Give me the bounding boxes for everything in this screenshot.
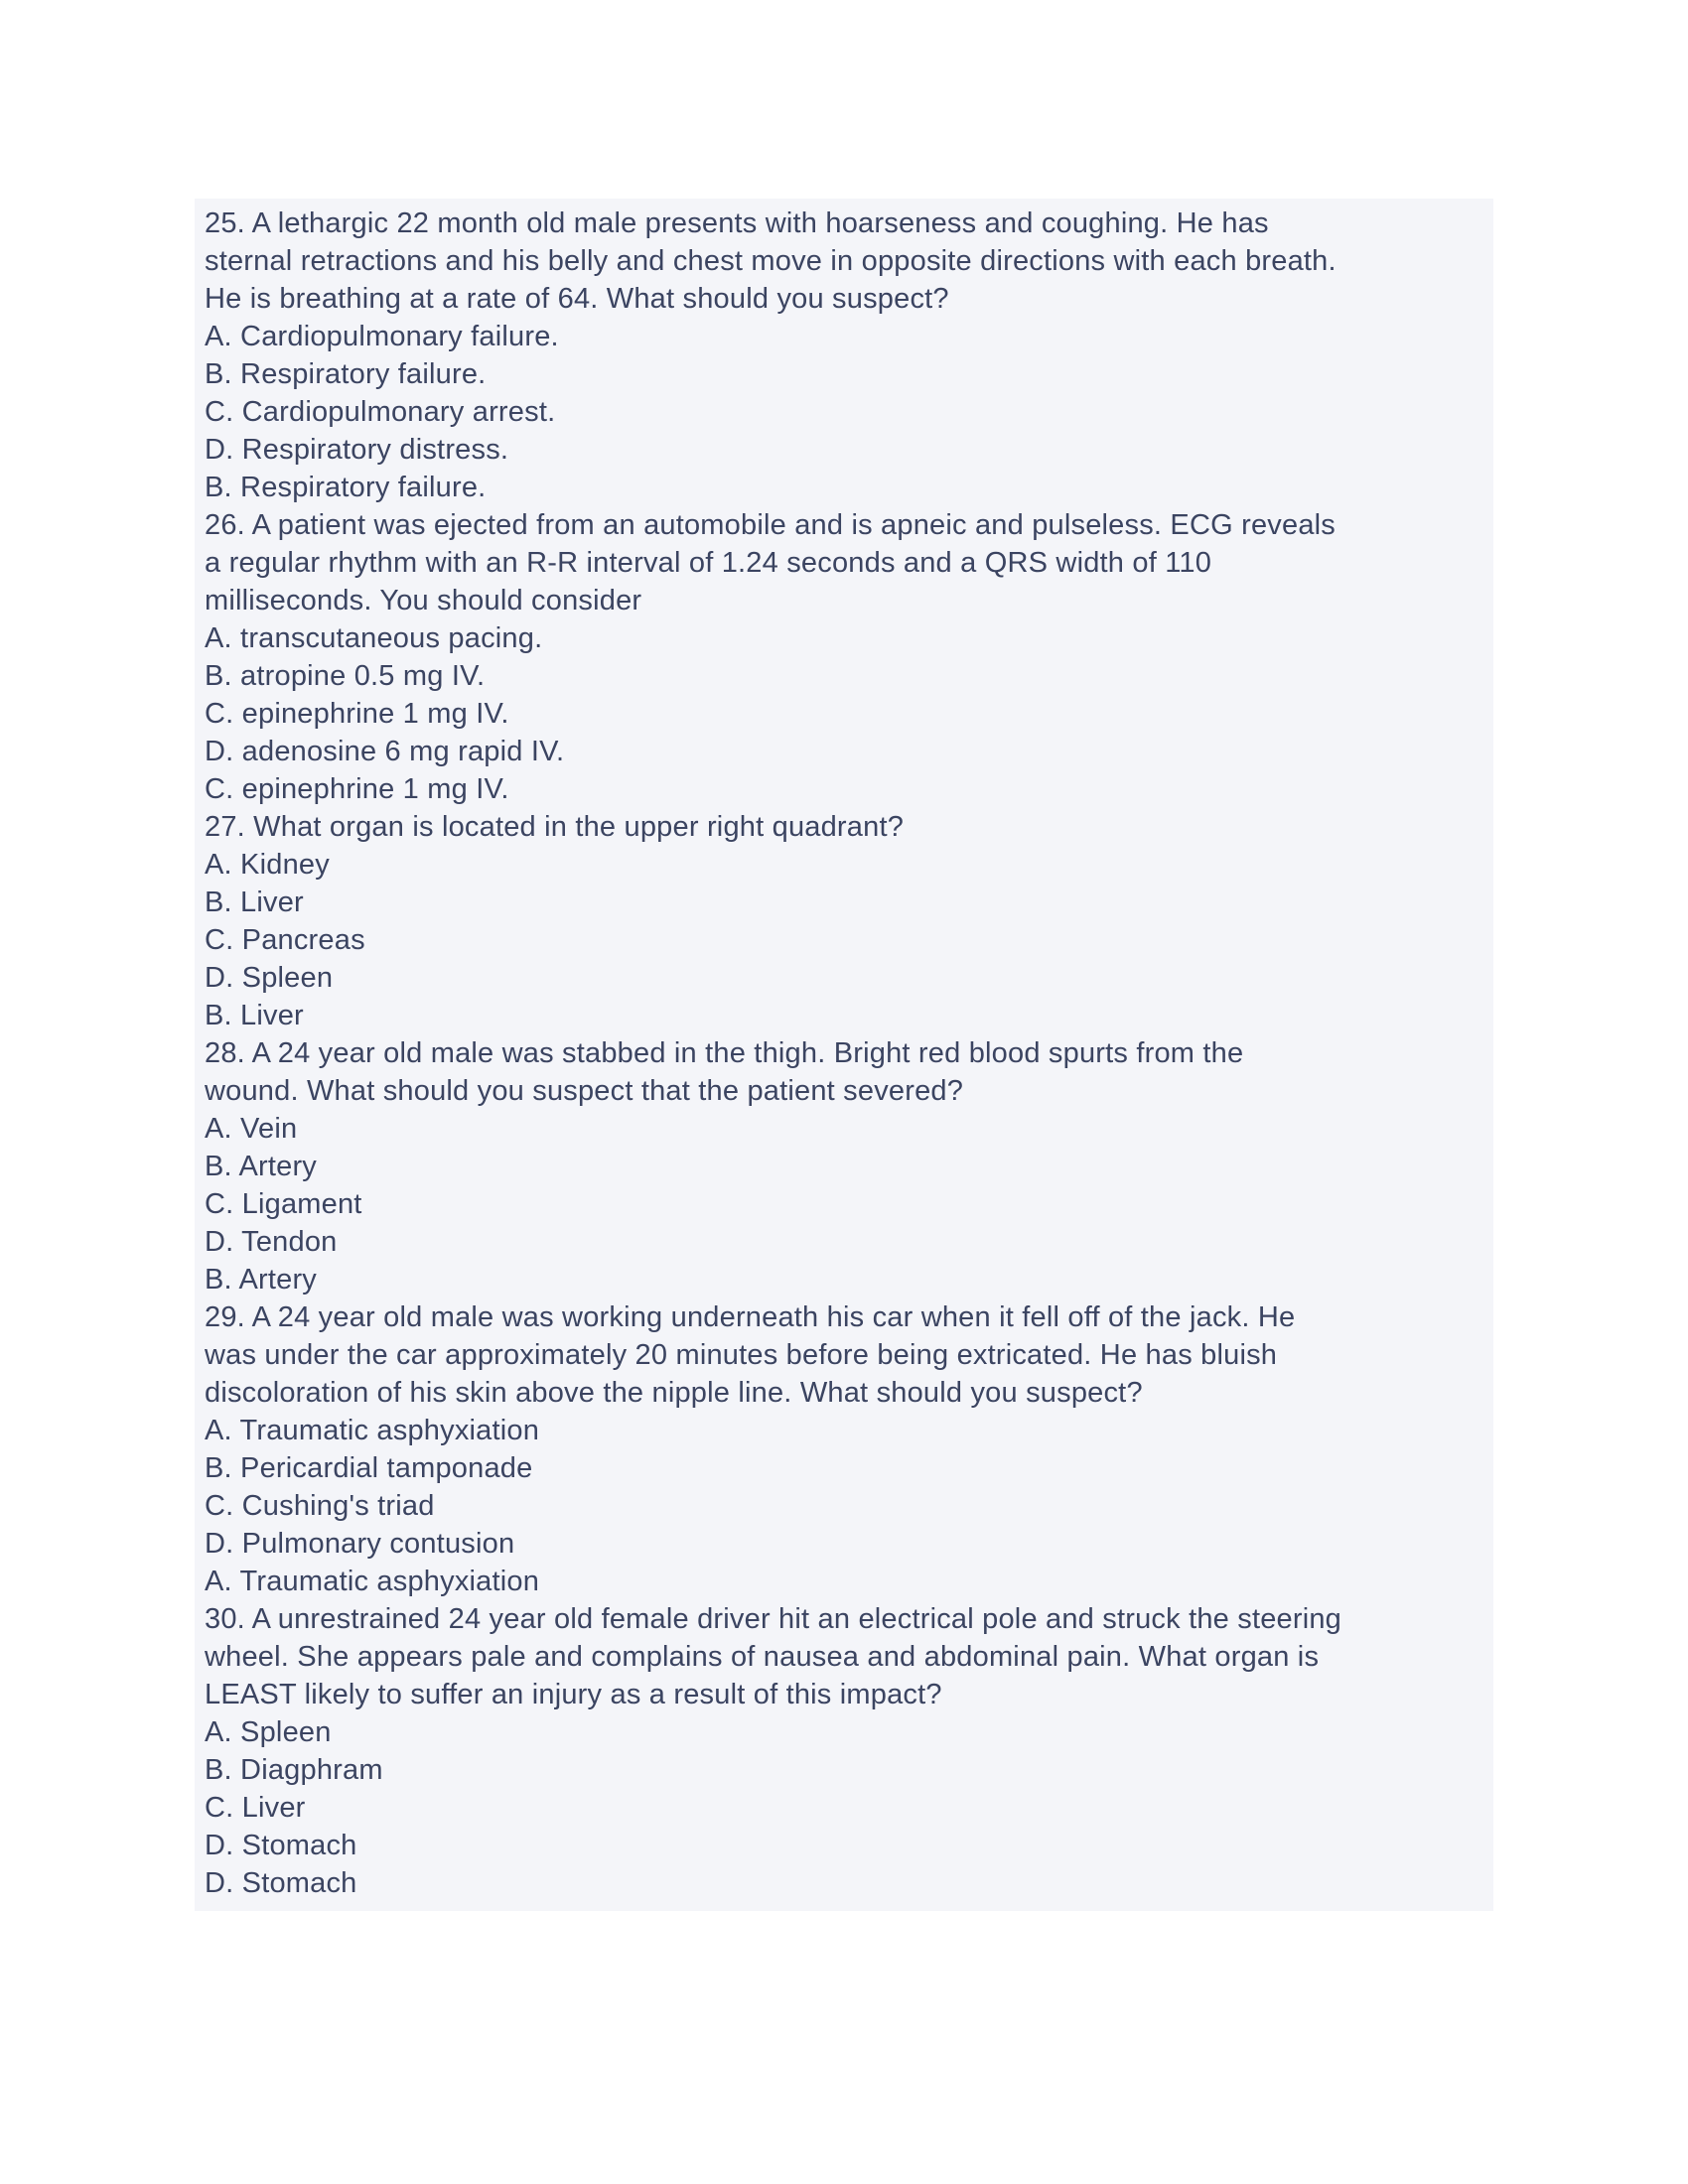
- question-block-26: [205, 506, 1483, 808]
- answer-line: B. Artery: [205, 1264, 317, 1296]
- option-line: B. Liver: [205, 887, 304, 918]
- option-line: D. Respiratory distress.: [205, 434, 509, 466]
- answer-line: B. Liver: [205, 1000, 304, 1031]
- option-line: D. Tendon: [205, 1226, 338, 1258]
- answer-line: B. Respiratory failure.: [205, 472, 487, 503]
- question-block-30: [205, 1600, 1483, 1902]
- question-line: was under the car approximately 20 minutes before being extricated. He has bluish: [205, 1339, 1278, 1371]
- option-line: A. Kidney: [205, 849, 330, 881]
- question-line: 25. A lethargic 22 month old male presents with hoarseness and coughing. He has: [205, 207, 1269, 239]
- question-block-25: [205, 205, 1483, 506]
- option-line: B. atropine 0.5 mg IV.: [205, 660, 486, 692]
- option-line: B. Pericardial tamponade: [205, 1452, 533, 1484]
- option-line: B. Respiratory failure.: [205, 358, 487, 390]
- question-line: wound. What should you suspect that the patient severed?: [205, 1075, 964, 1107]
- question-line: 29. A 24 year old male was working underneath his car when it fell off of the jack. He: [205, 1301, 1296, 1333]
- question-block-27: [205, 808, 1483, 1034]
- question-line: 30. A unrestrained 24 year old female driver hit an electrical pole and struck the steering: [205, 1603, 1342, 1635]
- questions-card: [195, 199, 1493, 1911]
- option-line: C. Liver: [205, 1792, 306, 1824]
- answer-line: C. epinephrine 1 mg IV.: [205, 773, 509, 805]
- option-line: A. Vein: [205, 1113, 298, 1145]
- option-line: B. Artery: [205, 1151, 317, 1182]
- question-block-29: [205, 1298, 1483, 1600]
- question-line: LEAST likely to suffer an injury as a result of this impact?: [205, 1679, 942, 1710]
- question-line: wheel. She appears pale and complains of nausea and abdominal pain. What organ is: [205, 1641, 1320, 1673]
- option-line: C. Cushing's triad: [205, 1490, 435, 1522]
- option-line: C. Cardiopulmonary arrest.: [205, 396, 556, 428]
- option-line: A. transcutaneous pacing.: [205, 622, 543, 654]
- question-line: milliseconds. You should consider: [205, 585, 642, 616]
- question-line: sternal retractions and his belly and chest move in opposite directions with each breath.: [205, 245, 1336, 277]
- question-line: 26. A patient was ejected from an automobile and is apneic and pulseless. ECG reveals: [205, 509, 1336, 541]
- question-line: 28. A 24 year old male was stabbed in the thigh. Bright red blood spurts from the: [205, 1037, 1244, 1069]
- option-line: C. Ligament: [205, 1188, 362, 1220]
- option-line: C. epinephrine 1 mg IV.: [205, 698, 509, 730]
- option-line: C. Pancreas: [205, 924, 365, 956]
- question-line: He is breathing at a rate of 64. What should you suspect?: [205, 283, 949, 315]
- answer-line: D. Stomach: [205, 1867, 357, 1899]
- option-line: D. adenosine 6 mg rapid IV.: [205, 736, 565, 767]
- option-line: A. Cardiopulmonary failure.: [205, 321, 559, 352]
- option-line: A. Traumatic asphyxiation: [205, 1415, 540, 1446]
- option-line: D. Pulmonary contusion: [205, 1528, 515, 1560]
- question-line: discoloration of his skin above the nipple line. What should you suspect?: [205, 1377, 1143, 1409]
- option-line: A. Spleen: [205, 1716, 332, 1748]
- option-line: D. Spleen: [205, 962, 334, 994]
- option-line: B. Diagphram: [205, 1754, 383, 1786]
- question-line: a regular rhythm with an R-R interval of 1.24 seconds and a QRS width of 110: [205, 547, 1212, 579]
- option-line: D. Stomach: [205, 1830, 357, 1861]
- question-block-28: [205, 1034, 1483, 1298]
- question-line: 27. What organ is located in the upper right quadrant?: [205, 811, 905, 843]
- answer-line: A. Traumatic asphyxiation: [205, 1566, 540, 1597]
